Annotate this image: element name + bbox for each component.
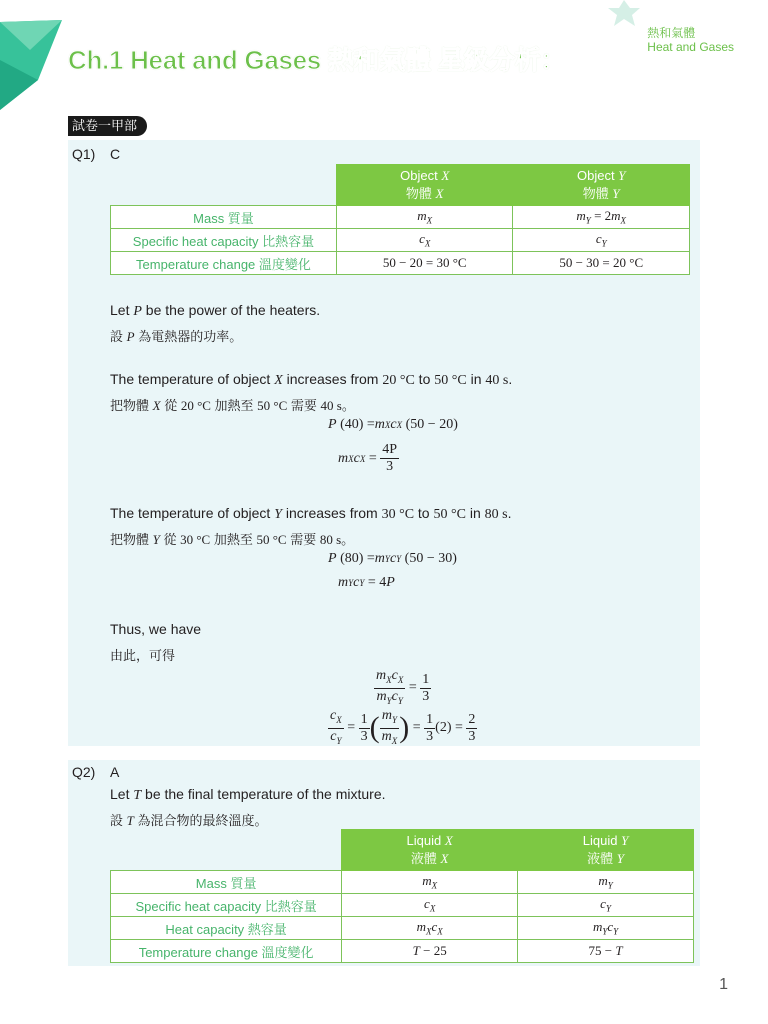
q1-equation-4: m Y c Y = 4 P	[338, 575, 395, 590]
q1-final: $\frac{c_X}{c_Y}$ = $\frac{1}{3}$ ( $\frac{m_Y}{m_X}$ ) = $\frac{1}{3}$ (2) = $\frac{2}{3}$	[330, 708, 476, 746]
row-label: Mass 質量	[111, 206, 337, 229]
q2-col-x-zh: 液體 X	[410, 851, 449, 866]
table-row	[111, 940, 694, 963]
page-number: 1	[719, 976, 728, 993]
cell: $c_Y$	[513, 229, 690, 252]
chapter-label-en: Heat and Gases	[647, 40, 734, 54]
row-label: Mass 質量	[111, 871, 342, 894]
q1-equation-1: P (40) = m X c X (50 − 20)	[328, 417, 458, 432]
question-2-table	[110, 829, 694, 963]
cell: 50 − 20 = 30 °C	[336, 252, 513, 275]
table-row	[111, 894, 694, 917]
q1-equation-3: P (80) = m Y c Y (50 − 30)	[328, 551, 457, 566]
q1-col-x-en: Object X	[400, 168, 450, 183]
question-1-table	[110, 164, 690, 275]
row-label: Specific heat capacity 比熱容量	[111, 894, 342, 917]
cell: $m_Xc_X$	[342, 917, 518, 940]
cell: $m_Yc_Y$	[518, 917, 694, 940]
q1-thus-en: Thus, we have	[110, 621, 202, 637]
cell: $m_X$	[342, 871, 518, 894]
cell: $m_Y = 2m_X$	[513, 206, 690, 229]
eq2-numerator: 4P	[382, 442, 398, 457]
chapter-label	[647, 26, 734, 54]
q1-thus-zh: 由此，可得	[110, 648, 176, 663]
page-title: Ch.1 Heat and Gases 熱和氣體 星級分析：	[68, 45, 567, 75]
question-1-answer: C	[110, 146, 121, 162]
cell: $m_X$	[336, 206, 513, 229]
eq2-denominator: 3	[386, 459, 394, 474]
q1-y-en: The temperature of object Y increases from 30 °C to 50 °C in 80 s.	[110, 505, 512, 522]
q1-col-y-en: Object Y	[577, 168, 626, 183]
q1-x-en: The temperature of object X increases from 20 °C to 50 °C in 40 s.	[110, 371, 513, 388]
q1-let-zh: 設 P 為電熱器的功率。	[110, 329, 243, 344]
q1-col-y-zh: 物體 Y	[582, 186, 620, 201]
chapter-label-zh: 熱和氣體	[647, 26, 696, 40]
row-label: Specific heat capacity 比熱容量	[111, 229, 337, 252]
question-1-number: Q1)	[72, 146, 96, 162]
q1-equation-2: m X c X = $\frac{4P}{3}$	[338, 442, 398, 474]
q1-y-zh: 把物體 Y 從 30 °C 加熱至 50 °C 需要 80 s。	[110, 532, 355, 547]
cell: $m_Y$	[518, 871, 694, 894]
q1-ratio: $\frac{m_Xc_X}{m_Yc_Y}$ = $\frac{1}{3}$	[376, 668, 430, 706]
table-row	[111, 871, 694, 894]
corner-decoration	[0, 0, 70, 115]
row-label: Temperature change 溫度變化	[111, 940, 342, 963]
table-row	[111, 252, 690, 275]
cell: $c_Y$	[518, 894, 694, 917]
cell: 50 − 30 = 20 °C	[513, 252, 690, 275]
q1-x-zh: 把物體 X 從 20 °C 加熱至 50 °C 需要 40 s。	[110, 398, 355, 413]
cell: $c_X$	[336, 229, 513, 252]
q1-let-en: Let P be the power of the heaters.	[110, 302, 321, 319]
table-row	[111, 206, 690, 229]
row-label: Heat capacity 熱容量	[111, 917, 342, 940]
table-row	[111, 917, 694, 940]
cell: T − 25	[342, 940, 518, 963]
section-tag: 試卷一甲部	[68, 116, 147, 136]
q1-col-x-zh: 物體 X	[405, 186, 444, 201]
question-2-answer: A	[110, 764, 120, 780]
cell: 75 − T	[518, 940, 694, 963]
question-2-number: Q2)	[72, 764, 96, 780]
q2-col-y-zh: 液體 Y	[587, 851, 624, 866]
q2-col-x-en: Liquid X	[406, 833, 453, 848]
cell: $c_X$	[342, 894, 518, 917]
table-row	[111, 229, 690, 252]
row-label: Temperature change 溫度變化	[111, 252, 337, 275]
q2-let-zh: 設 T 為混合物的最終溫度。	[110, 813, 268, 828]
q2-col-y-en: Liquid Y	[582, 833, 629, 848]
q2-let-en: Let T be the final temperature of the mixture.	[110, 786, 386, 803]
